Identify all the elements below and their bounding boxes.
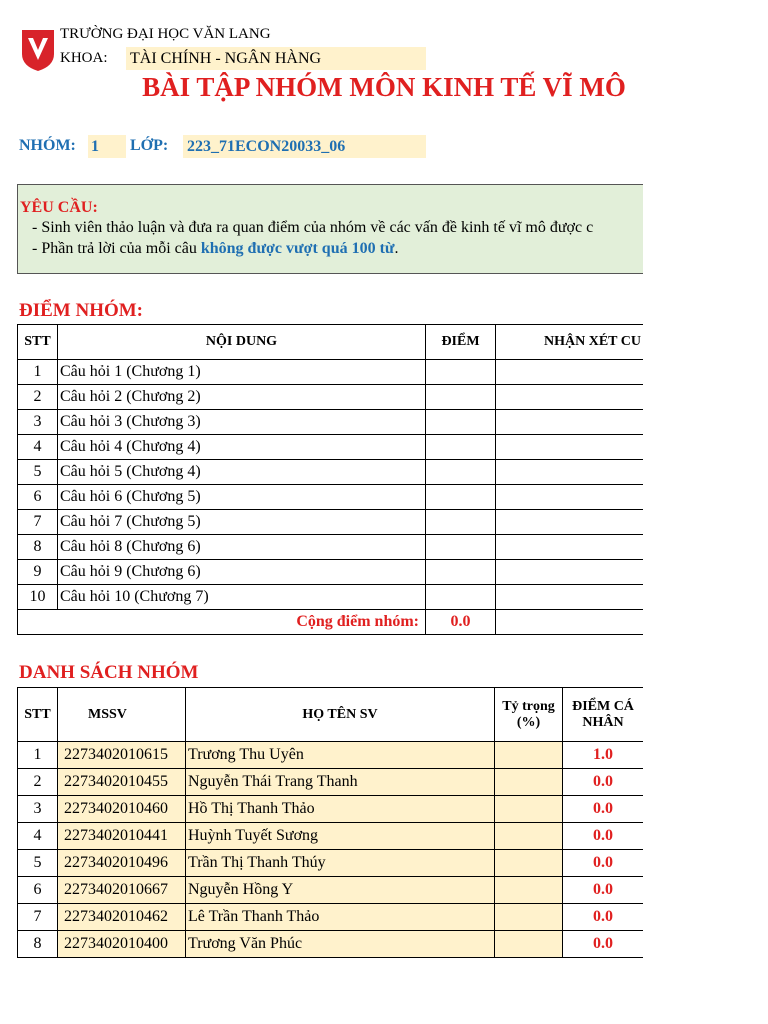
member-score: 0.0 — [563, 877, 644, 904]
row-stt: 7 — [18, 510, 58, 535]
requirement-line-1: - Sinh viên thảo luận và đưa ra quan điểm của nhóm về các vấn đề kinh tế vĩ mô được c — [32, 219, 594, 236]
score-cell[interactable] — [426, 410, 496, 435]
member-mssv[interactable]: 2273402010400 — [58, 931, 186, 958]
table-row — [18, 850, 644, 877]
requirements-box — [17, 184, 643, 274]
row-content: Câu hỏi 3 (Chương 3) — [58, 410, 426, 435]
member-stt: 3 — [18, 796, 58, 823]
member-stt: 8 — [18, 931, 58, 958]
table-row — [18, 877, 644, 904]
table-row — [18, 585, 644, 610]
row-content: Câu hỏi 10 (Chương 7) — [58, 585, 426, 610]
row-content: Câu hỏi 1 (Chương 1) — [58, 360, 426, 385]
faculty-value[interactable]: TÀI CHÍNH - NGÂN HÀNG — [126, 47, 426, 70]
col-header-content: NỘI DUNG — [58, 325, 426, 360]
member-name[interactable]: Trần Thị Thanh Thúy — [186, 850, 495, 877]
comment-cell[interactable] — [496, 385, 644, 410]
row-stt: 2 — [18, 385, 58, 410]
row-content: Câu hỏi 6 (Chương 5) — [58, 485, 426, 510]
member-stt: 6 — [18, 877, 58, 904]
row-content: Câu hỏi 7 (Chương 5) — [58, 510, 426, 535]
member-name[interactable]: Trương Văn Phúc — [186, 931, 495, 958]
row-stt: 6 — [18, 485, 58, 510]
table-row — [18, 435, 644, 460]
group-label: NHÓM: — [19, 137, 76, 154]
col-header-name: HỌ TÊN SV — [186, 688, 495, 742]
member-weight[interactable] — [495, 877, 563, 904]
group-score-title: ĐIỂM NHÓM: — [19, 300, 144, 321]
member-weight[interactable] — [495, 823, 563, 850]
member-name[interactable]: Lê Trần Thanh Thảo — [186, 904, 495, 931]
requirements-heading: YÊU CẦU: — [20, 199, 98, 216]
score-cell[interactable] — [426, 385, 496, 410]
members-table — [17, 687, 643, 958]
row-stt: 3 — [18, 410, 58, 435]
member-score: 0.0 — [563, 769, 644, 796]
member-mssv[interactable]: 2273402010455 — [58, 769, 186, 796]
comment-cell[interactable] — [496, 460, 644, 485]
member-score: 0.0 — [563, 850, 644, 877]
col-header-weight: Tỷ trọng (%) — [495, 688, 563, 742]
member-stt: 2 — [18, 769, 58, 796]
score-cell[interactable] — [426, 485, 496, 510]
member-weight[interactable] — [495, 796, 563, 823]
member-score: 1.0 — [563, 742, 644, 769]
comment-cell[interactable] — [496, 510, 644, 535]
member-name[interactable]: Trương Thu Uyên — [186, 742, 495, 769]
group-number-field[interactable]: 1 — [88, 135, 126, 158]
class-code-field[interactable]: 223_71ECON20033_06 — [183, 135, 426, 158]
table-row — [18, 485, 644, 510]
member-stt: 5 — [18, 850, 58, 877]
score-cell[interactable] — [426, 360, 496, 385]
col-header-stt: STT — [18, 688, 58, 742]
score-cell[interactable] — [426, 535, 496, 560]
member-weight[interactable] — [495, 742, 563, 769]
row-stt: 1 — [18, 360, 58, 385]
member-score: 0.0 — [563, 904, 644, 931]
row-content: Câu hỏi 9 (Chương 6) — [58, 560, 426, 585]
total-row — [18, 610, 644, 635]
table-row — [18, 510, 644, 535]
table-header-row — [18, 688, 644, 742]
col-header-individual-score: ĐIỂM CÁ NHÂN — [563, 688, 644, 742]
row-content: Câu hỏi 2 (Chương 2) — [58, 385, 426, 410]
members-title: DANH SÁCH NHÓM — [19, 662, 199, 683]
member-stt: 7 — [18, 904, 58, 931]
member-name[interactable]: Nguyễn Thái Trang Thanh — [186, 769, 495, 796]
row-stt: 8 — [18, 535, 58, 560]
table-row — [18, 904, 644, 931]
member-mssv[interactable]: 2273402010441 — [58, 823, 186, 850]
row-stt: 10 — [18, 585, 58, 610]
table-row — [18, 931, 644, 958]
row-content: Câu hỏi 4 (Chương 4) — [58, 435, 426, 460]
score-cell[interactable] — [426, 560, 496, 585]
table-row — [18, 742, 644, 769]
table-row — [18, 560, 644, 585]
row-stt: 5 — [18, 460, 58, 485]
score-cell[interactable] — [426, 460, 496, 485]
table-row — [18, 410, 644, 435]
comment-cell[interactable] — [496, 435, 644, 460]
table-row — [18, 823, 644, 850]
member-stt: 1 — [18, 742, 58, 769]
row-content: Câu hỏi 8 (Chương 6) — [58, 535, 426, 560]
group-score-table — [17, 324, 643, 635]
col-header-comment: NHẬN XÉT CU — [496, 325, 644, 360]
member-score: 0.0 — [563, 796, 644, 823]
member-score: 0.0 — [563, 931, 644, 958]
member-mssv[interactable]: 2273402010460 — [58, 796, 186, 823]
score-cell[interactable] — [426, 510, 496, 535]
member-score: 0.0 — [563, 823, 644, 850]
member-name[interactable]: Nguyễn Hồng Y — [186, 877, 495, 904]
member-mssv[interactable]: 2273402010667 — [58, 877, 186, 904]
comment-cell[interactable] — [496, 585, 644, 610]
comment-cell[interactable] — [496, 560, 644, 585]
table-row — [18, 385, 644, 410]
member-stt: 4 — [18, 823, 58, 850]
class-label: LỚP: — [130, 137, 169, 154]
comment-cell[interactable] — [496, 360, 644, 385]
member-weight[interactable] — [495, 904, 563, 931]
comment-cell[interactable] — [496, 535, 644, 560]
col-header-stt: STT — [18, 325, 58, 360]
faculty-label: KHOA: — [60, 50, 108, 66]
col-header-mssv: MSSV — [58, 688, 186, 742]
table-row — [18, 796, 644, 823]
col-header-score: ĐIỂM — [426, 325, 496, 360]
university-name: TRƯỜNG ĐẠI HỌC VĂN LANG — [60, 26, 271, 42]
member-mssv[interactable]: 2273402010615 — [58, 742, 186, 769]
requirement-line-2: - Phần trả lời của mỗi câu không được vượt quá 100 từ. — [32, 240, 399, 257]
score-cell[interactable] — [426, 585, 496, 610]
total-comment-cell — [496, 610, 644, 635]
comment-cell[interactable] — [496, 485, 644, 510]
total-label: Cộng điểm nhóm: — [18, 610, 426, 635]
table-header-row — [18, 325, 644, 360]
member-name[interactable]: Hồ Thị Thanh Thảo — [186, 796, 495, 823]
total-score: 0.0 — [426, 610, 496, 635]
row-content: Câu hỏi 5 (Chương 4) — [58, 460, 426, 485]
comment-cell[interactable] — [496, 410, 644, 435]
member-weight[interactable] — [495, 769, 563, 796]
row-stt: 9 — [18, 560, 58, 585]
page-title: BÀI TẬP NHÓM MÔN KINH TẾ VĨ MÔ — [142, 72, 626, 102]
table-row — [18, 769, 644, 796]
member-weight[interactable] — [495, 931, 563, 958]
row-stt: 4 — [18, 435, 58, 460]
table-row — [18, 535, 644, 560]
member-weight[interactable] — [495, 850, 563, 877]
member-mssv[interactable]: 2273402010496 — [58, 850, 186, 877]
table-row — [18, 360, 644, 385]
member-name[interactable]: Huỳnh Tuyết Sương — [186, 823, 495, 850]
table-row — [18, 460, 644, 485]
score-cell[interactable] — [426, 435, 496, 460]
member-mssv[interactable]: 2273402010462 — [58, 904, 186, 931]
